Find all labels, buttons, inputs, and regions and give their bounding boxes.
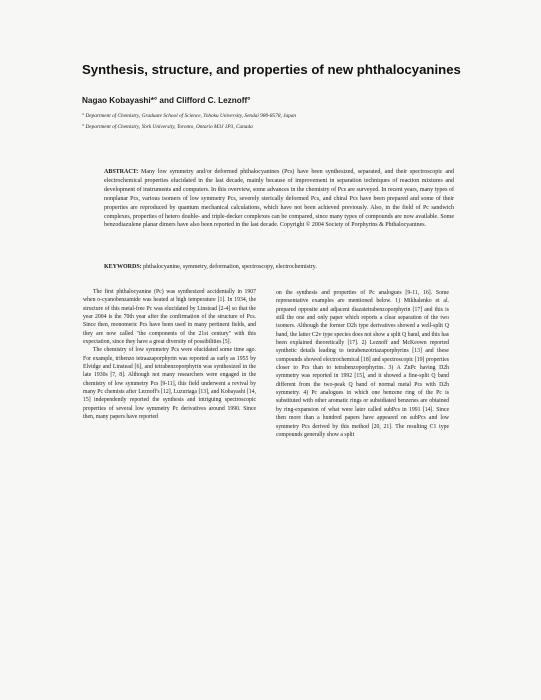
body-column-right [276, 289, 449, 439]
affiliation-1: ° Department of Chemistry, Graduate School of Science, Tohoku University, Sendai 980-8578, Japan [82, 113, 297, 119]
affiliation-2: ° Department of Chemistry, York University, Toronto, Ontario M3J 1P3, Canada [82, 124, 253, 130]
paper-title: Synthesis, structure, and properties of new phthalocyanines [82, 62, 461, 77]
paper-authors: Nagao Kobayashi*° and Clifford C. Leznoff° [82, 96, 251, 105]
paragraph: The chemistry of low symmetry Pcs were elucidated some time ago. For example, tribenzo tetraazaporphyrin was reported as early as 1955 by Elvidge and Linstead [6], and tetrabenzoporphyrin was synthesized in the late 1930s [7, 8]. Although not many researchers were engaged in the chemistry of low symmetry Pcs [9-11], this field underwent a revival by many Pc chemists after Leznoff's [12], Luzuriaga [13], and Kobayashi [14, 15] independently reported the synthesis and intriguing spectroscopic properties of several low symmetry Pc derivatives around 1990. Since then, many papers have reported [83, 347, 256, 421]
keywords-text: phthalocyanine, symmetry, deformation, spectroscopy, electrochemistry. [143, 264, 317, 270]
keywords-label: KEYWORDS: [104, 264, 142, 270]
paragraph: on the synthesis and properties of Pc analogues [9-11, 16]. Some representative examples are mentioned below. 1) Mikhalenko et al. prepared opposite and adjacent diazatetrabenzoporphyrin [17] and this is still the one and only paper which reports a clear separation of the two isomers. Although the former D2h type derivatives showed a well-split Q band, the latter C2v type species does not show a split Q band, and this has been explained theoretically [17]. 2) Leznoff and McKeown reported synthetic details leading to tetrabenzotriazaporphyrins [13] and these compounds showed electrochemical [18] and spectroscopic [19] properties closer to Pcs than to tetrabenzoporphyrins. 3) A ZnPc having D2h symmetry was reported in 1992 [15], and it showed a fine-split Q band different from the two-peak Q band of normal metal Pcs with D2h symmetry. 4) Pc analogues in which one benzene ring of the Pc is substituted with other aromatic rings or subsidiated benzenes are obtained by ring-expansion of what were later called subPcs in 1991 [14]. Since then more than a hundred papers have appeared on subPcs and low symmetry Pcs derived by this method [20, 21]. The resulting C1 type compounds generally show a split [276, 290, 449, 438]
keywords [104, 264, 454, 270]
abstract-label: ABSTRACT: [104, 169, 139, 175]
paragraph: The first phthalocyanine (Pc) was synthesized accidentally in 1907 when o-cyanobenzamide was heated at high temperature [1]. In 1934, the structure of this metal-free Pc was elucidated by Linstead [2-4] so that the year 2004 is the 70th year after the confirmation of the structure of Pcs. Since then, monomeric Pcs have been used in many pertinent fields, and they are now called "the components of the 21st century" with this expectation, since they have a great diversity of possibilities [5]. [83, 289, 256, 346]
abstract [104, 168, 454, 230]
body-column-left [83, 288, 256, 422]
abstract-text: Many low symmetry and/or deformed phthalocyanines (Pcs) have been synthesized, separated, and their spectroscopic and electrochemical properties elucidated in the last decade, mainly because of improvement in separation techniques of reaction mixtures and development of instruments and computers. In this overview, some advances in the chemistry of Pcs are surveyed. In recent years, many types of nonplanar Pcs, various isomers of low symmetry Pcs, severely sterically deformed Pcs, and chiral Pcs have been prepared and some of their properties are reproduced by quantum mechanical calculations, which have not been achieved previously. Also, in the field of Pc sandwich complexes, properties of hetero double- and triple-decker complexes can be compared, since many types of compounds are now available. Some benzodiazulene planar dimers have also been reported in the last decade. Copyright © 2004 Society of Porphyrins & Phthalocyanines. [104, 169, 455, 229]
